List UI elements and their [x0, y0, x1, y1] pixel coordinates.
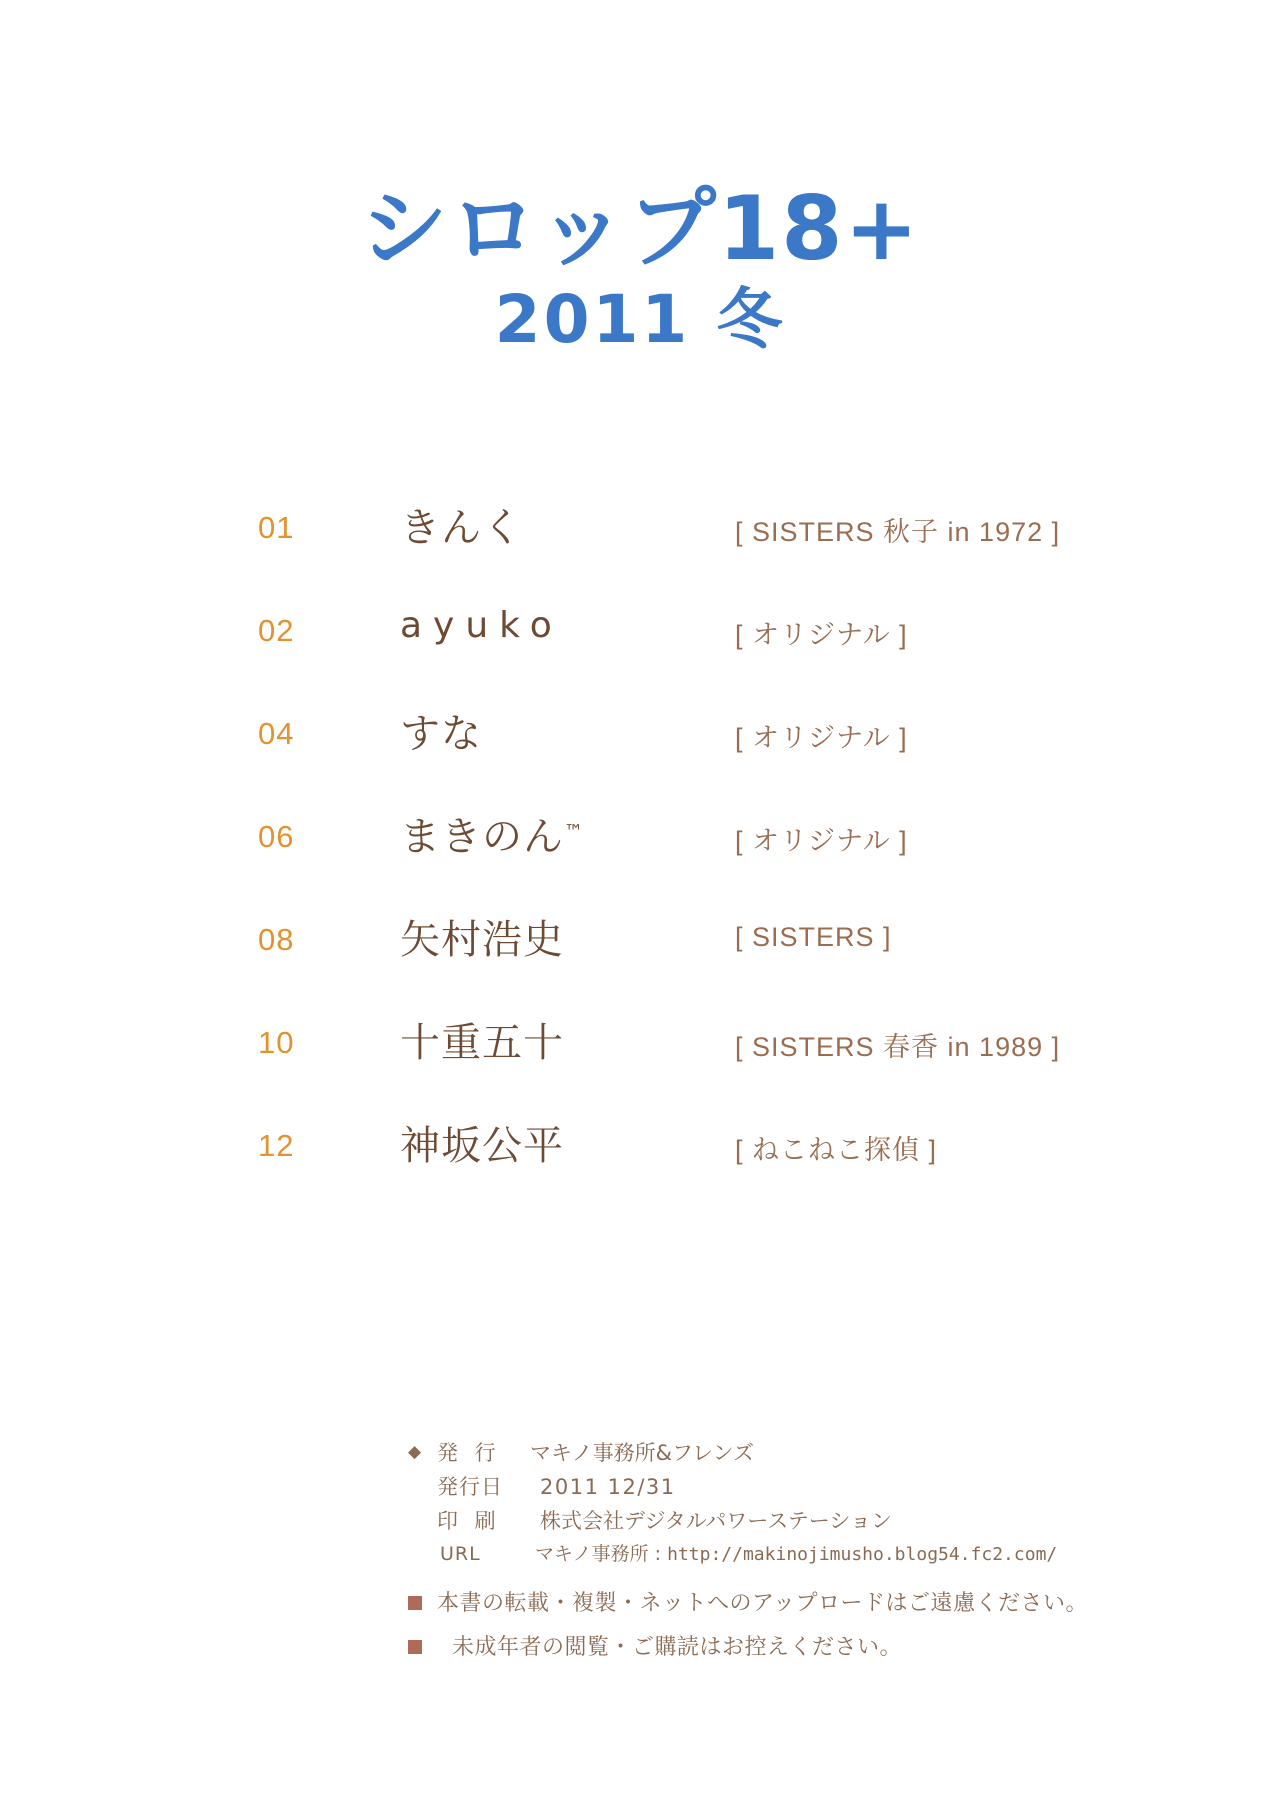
entry-page-number: 01 [258, 510, 295, 545]
list-item [0, 917, 1280, 1025]
title-block [0, 177, 1280, 358]
entry-author-name: すな [400, 711, 482, 757]
entry-page-number: 12 [258, 1128, 295, 1163]
entry-author-name: ayuko [400, 605, 563, 646]
list-item [0, 1123, 1280, 1231]
entry-work-note: [ オリジナル ] [735, 723, 908, 753]
list-item [0, 814, 1280, 922]
list-item [0, 605, 1280, 716]
entry-work-note: [ SISTERS ] [735, 922, 892, 952]
list-item [0, 711, 1280, 819]
page-subtitle: 2011 冬 [494, 281, 786, 358]
entry-page-number: 08 [258, 922, 295, 957]
page-title: シロップ18+ [359, 177, 921, 280]
contents-list [0, 505, 1280, 1231]
notice-reprint-text: 本書の転載・複製・ネットへのアップロードはご遠慮ください。 [437, 1591, 1088, 1616]
entry-author-name: 十重五十 [400, 1020, 564, 1066]
notice-age [0, 1637, 1280, 1681]
colophon-publisher-line [0, 1443, 1280, 1477]
entry-author-name: 矢村浩史 [400, 917, 564, 963]
date-label: 発行日 [437, 1475, 503, 1499]
diamond-icon: ◆ [408, 1442, 422, 1462]
website-link[interactable]: http://makinojimusho.blog54.fc2.com/ [667, 1544, 1058, 1565]
entry-author-name: 神坂公平 [400, 1123, 564, 1169]
notice-age-text: 未成年者の閲覧・ご購読はお控えください。 [452, 1635, 903, 1660]
notice-reprint [0, 1593, 1280, 1637]
print-value: 株式会社デジタルパワーステーション [540, 1509, 892, 1533]
entry-work-note: [ オリジナル ] [735, 826, 908, 856]
print-label: 印 刷 [437, 1509, 501, 1533]
publisher-value: マキノ事務所&フレンズ [530, 1441, 754, 1465]
colophon-date-line [0, 1477, 1280, 1511]
entry-page-number: 10 [258, 1025, 295, 1060]
date-value: 2011 12/31 [540, 1475, 676, 1499]
list-item [0, 1020, 1280, 1128]
entry-page-number: 02 [258, 613, 295, 648]
entry-work-note: [ オリジナル ] [735, 620, 908, 650]
url-owner [535, 1545, 1057, 1564]
colophon [0, 1443, 1280, 1681]
colophon-url-line [0, 1545, 1280, 1579]
entry-author-text: まきのん [400, 814, 564, 860]
entry-work-note: [ ねこねこ探偵 ] [735, 1135, 938, 1165]
entry-author-name [400, 805, 583, 862]
entry-page-number: 04 [258, 716, 295, 751]
entry-work-note: [ SISTERS 春香 in 1989 ] [735, 1032, 1061, 1062]
entry-author-name: きんく [400, 505, 523, 551]
url-label: URL [440, 1543, 481, 1565]
square-bullet-icon [408, 1640, 422, 1654]
entry-page-number: 06 [258, 819, 295, 854]
entry-work-note: [ SISTERS 秋子 in 1972 ] [735, 517, 1061, 547]
colophon-print-line [0, 1511, 1280, 1545]
list-item [0, 505, 1280, 613]
url-owner-text: マキノ事務所 : [535, 1543, 662, 1565]
trademark-symbol: ™ [564, 821, 583, 843]
square-bullet-icon [408, 1596, 422, 1610]
publisher-label: 発 行 [437, 1441, 501, 1465]
